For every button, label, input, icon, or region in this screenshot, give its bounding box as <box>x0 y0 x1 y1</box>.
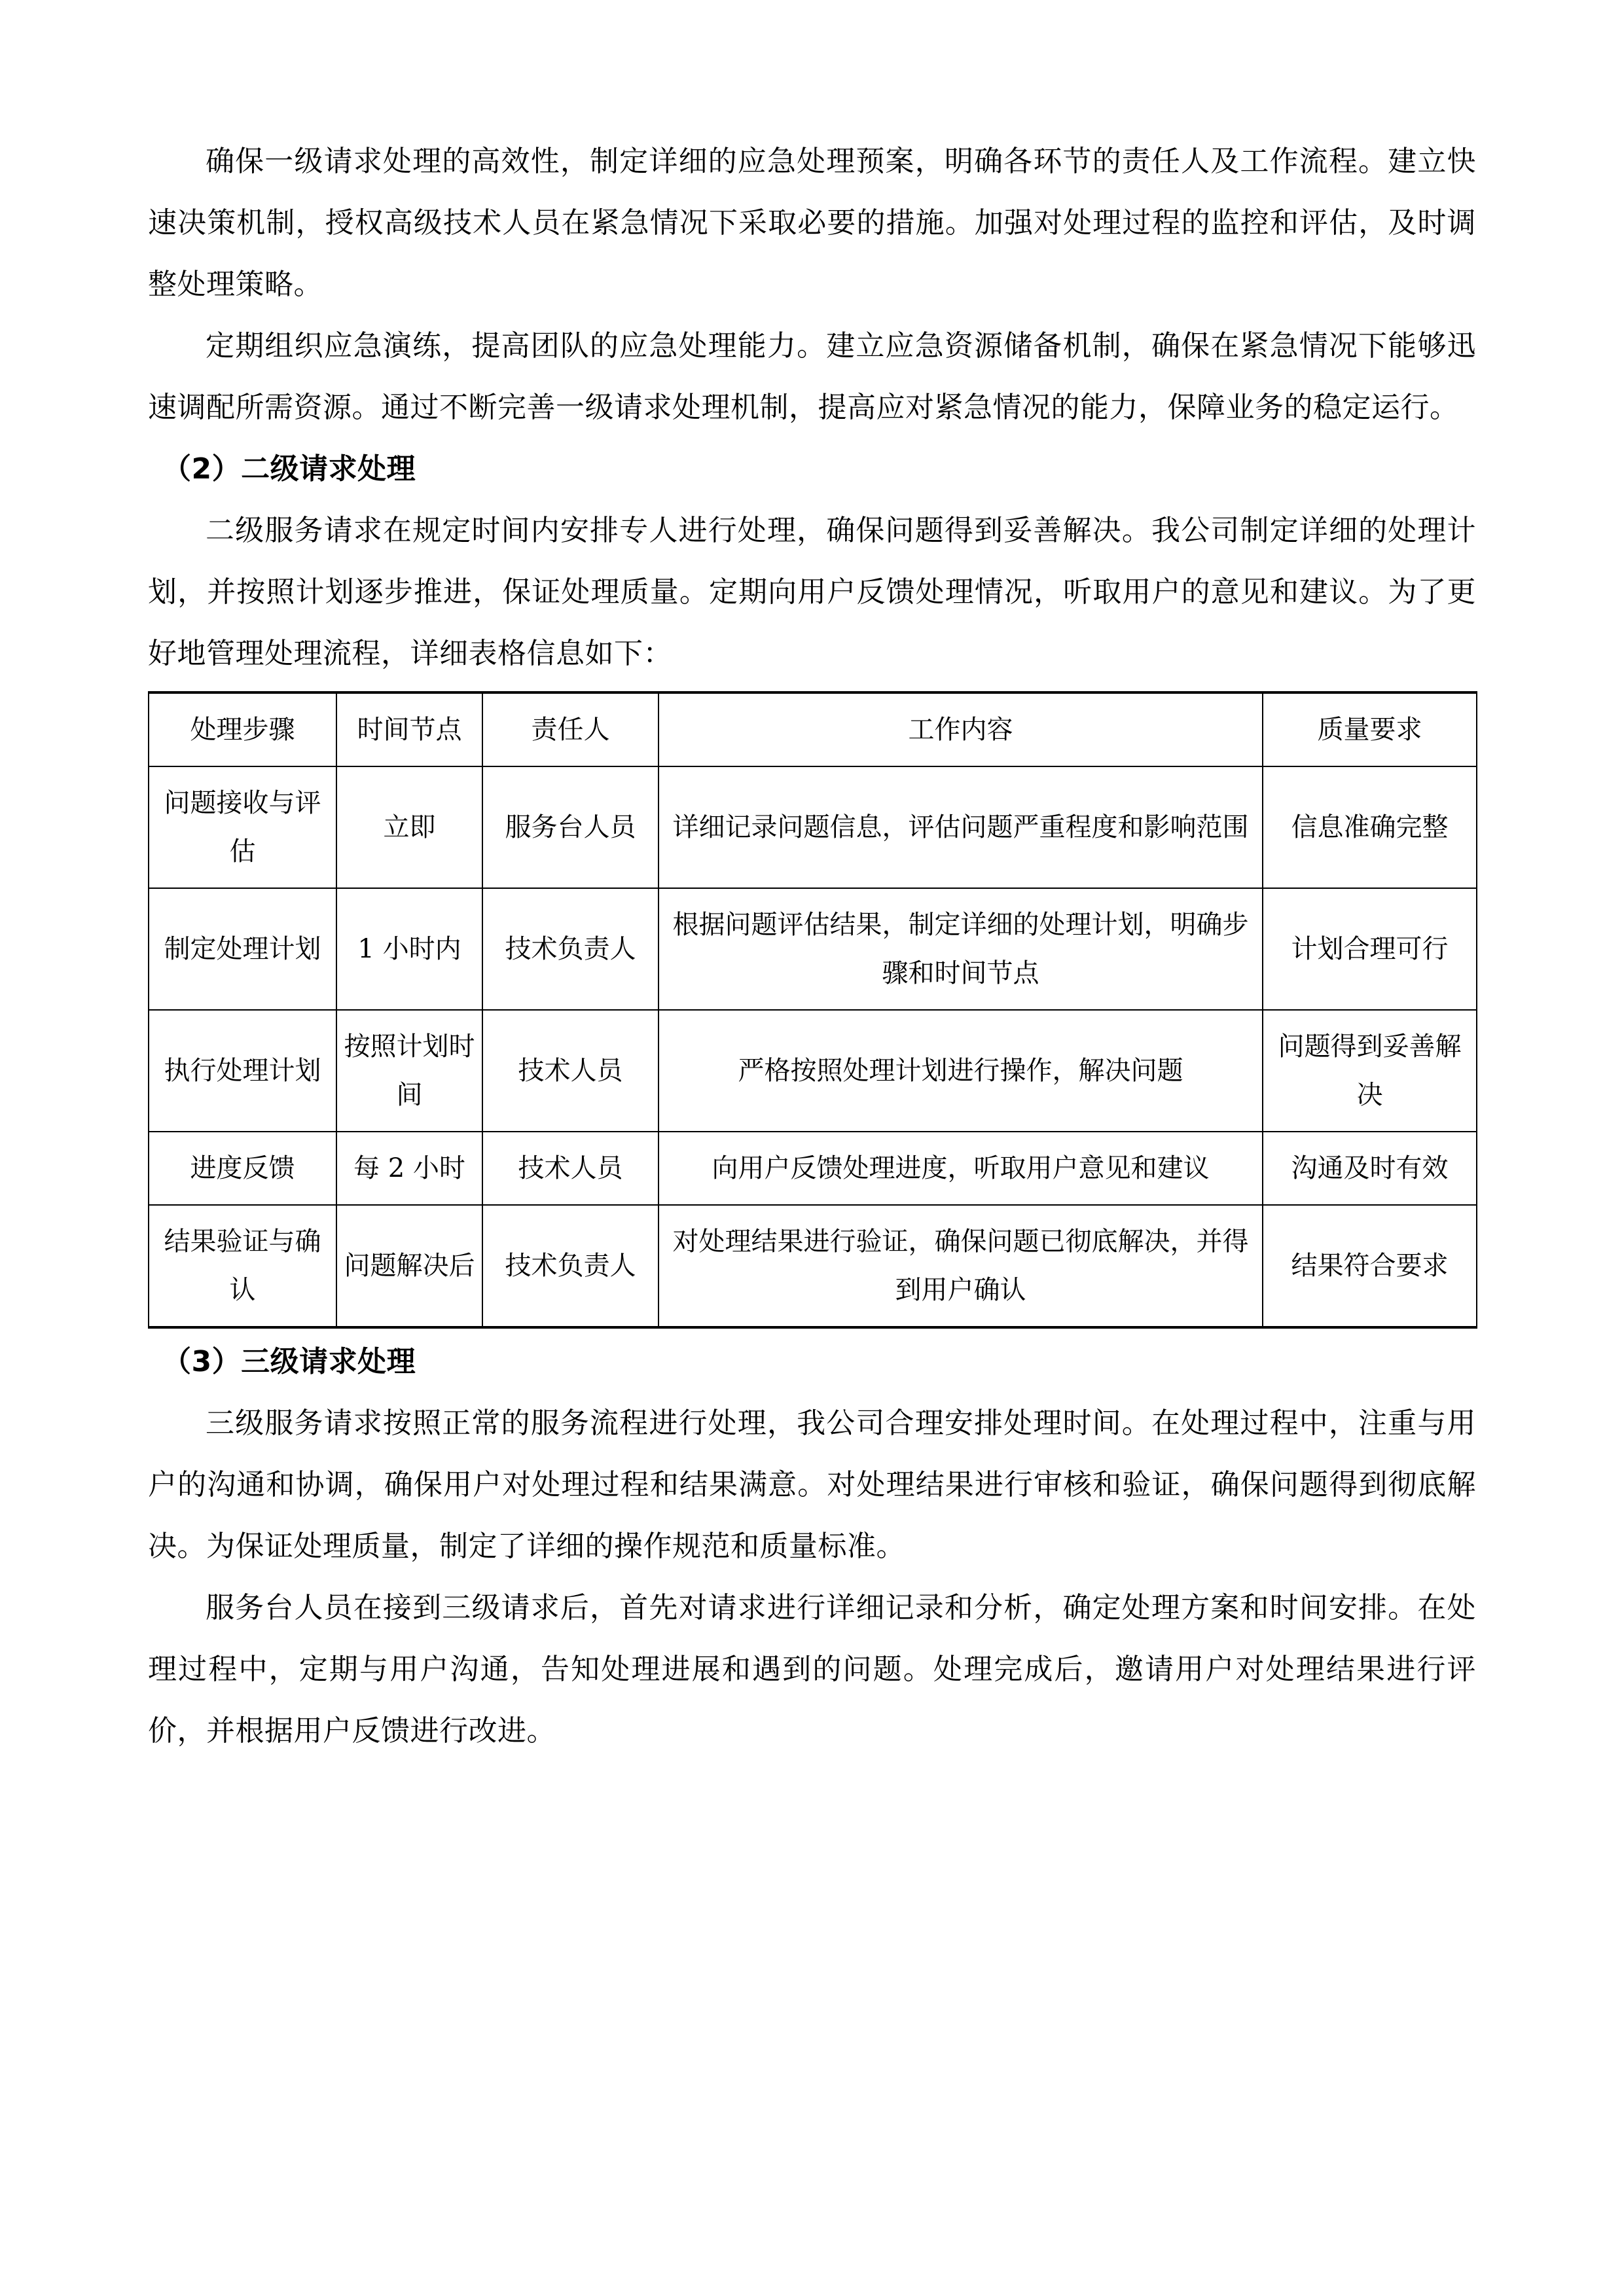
cell-step: 进度反馈 <box>149 1132 336 1205</box>
paragraph-emergency-drill: 定期组织应急演练，提高团队的应急处理能力。建立应急资源储备机制，确保在紧急情况下能够迅速调配所需资源。通过不断完善一级请求处理机制，提高应对紧急情况的能力，保障业务的稳定运行。 <box>148 329 1476 424</box>
cell-quality: 结果符合要求 <box>1263 1205 1477 1327</box>
cell-content: 根据问题评估结果，制定详细的处理计划，明确步骤和时间节点 <box>659 888 1263 1010</box>
paragraph-level2-intro: 二级服务请求在规定时间内安排专人进行处理，确保问题得到妥善解决。我公司制定详细的处理计划，并按照计划逐步推进，保证处理质量。定期向用户反馈处理情况，听取用户的意见和建议。为了更好地管理处理流程，详细表格信息如下： <box>148 514 1476 670</box>
table-header-row <box>149 692 1477 766</box>
table-header-content-label: 工作内容 <box>908 715 1013 745</box>
paragraph-level3-servicedesk: 服务台人员在接到三级请求后，首先对请求进行详细记录和分析，确定处理方案和时间安排。在处理过程中，定期与用户沟通，告知处理进展和遇到的问题。处理完成后，邀请用户对处理结果进行评价，并根据用户反馈进行改进。 <box>148 1591 1476 1748</box>
document-body <box>148 131 1476 1762</box>
cell-content: 详细记录问题信息，评估问题严重程度和影响范围 <box>659 766 1263 888</box>
cell-quality: 计划合理可行 <box>1263 888 1477 1010</box>
table-header-time <box>336 692 482 766</box>
cell-content: 对处理结果进行验证，确保问题已彻底解决，并得到用户确认 <box>659 1205 1263 1327</box>
table-header-owner-label: 责任人 <box>531 715 610 745</box>
cell-owner: 技术负责人 <box>482 1205 659 1327</box>
table-row <box>149 1132 1477 1205</box>
cell-step: 制定处理计划 <box>149 888 336 1010</box>
cell-step: 执行处理计划 <box>149 1010 336 1132</box>
table-header-quality-label: 质量要求 <box>1317 715 1422 745</box>
table-header-step-label: 处理步骤 <box>190 715 295 745</box>
table-header-quality <box>1263 692 1477 766</box>
paragraph-emergency-plan: 确保一级请求处理的高效性，制定详细的应急处理预案，明确各环节的责任人及工作流程。建立快速决策机制，授权高级技术人员在紧急情况下采取必要的措施。加强对处理过程的监控和评估，及时调整处理策略。 <box>148 145 1476 301</box>
cell-time: 1 小时内 <box>336 888 482 1010</box>
table-header-time-label: 时间节点 <box>357 715 462 745</box>
cell-owner: 技术人员 <box>482 1010 659 1132</box>
cell-time: 每 2 小时 <box>336 1132 482 1205</box>
cell-content: 向用户反馈处理进度，听取用户意见和建议 <box>659 1132 1263 1205</box>
heading-level3-request: （3）三级请求处理 <box>162 1345 416 1378</box>
table-header-step <box>149 692 336 766</box>
table-header-owner <box>482 692 659 766</box>
cell-owner: 服务台人员 <box>482 766 659 888</box>
table-row <box>149 766 1477 888</box>
cell-time: 按照计划时间 <box>336 1010 482 1132</box>
cell-quality: 沟通及时有效 <box>1263 1132 1477 1205</box>
cell-owner: 技术负责人 <box>482 888 659 1010</box>
cell-quality: 问题得到妥善解决 <box>1263 1010 1477 1132</box>
cell-time: 立即 <box>336 766 482 888</box>
cell-content: 严格按照处理计划进行操作，解决问题 <box>659 1010 1263 1132</box>
table-row <box>149 1205 1477 1327</box>
cell-owner: 技术人员 <box>482 1132 659 1205</box>
cell-time: 问题解决后 <box>336 1205 482 1327</box>
table-row <box>149 1010 1477 1132</box>
cell-quality: 信息准确完整 <box>1263 766 1477 888</box>
cell-step: 问题接收与评估 <box>149 766 336 888</box>
paragraph-level3-process: 三级服务请求按照正常的服务流程进行处理，我公司合理安排处理时间。在处理过程中，注重与用户的沟通和协调，确保用户对处理过程和结果满意。对处理结果进行审核和验证，确保问题得到彻底解决。为保证处理质量，制定了详细的操作规范和质量标准。 <box>148 1407 1476 1563</box>
process-table <box>148 691 1477 1329</box>
cell-step: 结果验证与确认 <box>149 1205 336 1327</box>
table-header-content <box>659 692 1263 766</box>
table-row <box>149 888 1477 1010</box>
heading-level2-request: （2）二级请求处理 <box>162 452 416 486</box>
